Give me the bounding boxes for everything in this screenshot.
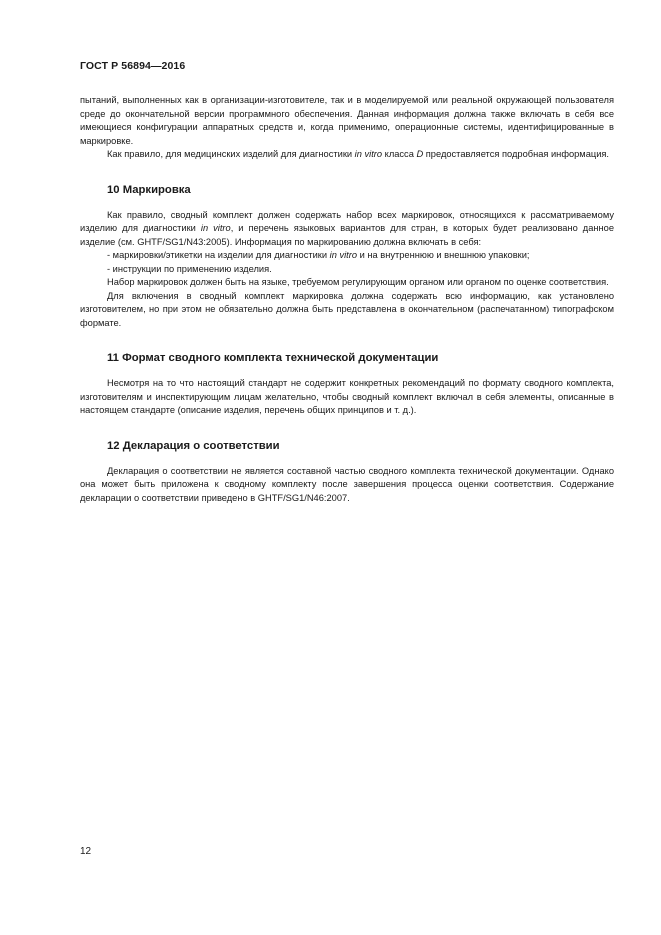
list-item [80, 249, 614, 263]
text-run: - маркировки/этикетки на изделии для диагностики [107, 250, 330, 260]
section-11-paragraph-1: Несмотря на то что настоящий стандарт не содержит конкретных рекомендаций по формату сводного комплекта, изготовителям и инспектирующим лицам желательно, чтобы сводный комплект включал в себя элементы, описанные в настоящем стандарте (описание изделия, перечень общих принципов и т. д.). [80, 378, 614, 415]
section-12-title: 12 Декларация о соответствии [107, 439, 280, 452]
text-run: и на внутреннюю и внешнюю упаковки; [357, 250, 530, 260]
section-12-paragraph-1: Декларация о соответствии не является составной частью сводного комплекта технической документации. Однако она может быть приложена к сводному комплекту после завершения процесса оценки соответствия. Содержание декларации о соответствии приведено в GHTF/SG1/N46:2007. [80, 465, 614, 503]
list-item: - инструкции по применению изделия. [107, 263, 272, 274]
section-10-title: 10 Маркировка [107, 183, 191, 196]
text-run: класса [382, 149, 417, 159]
italic-term: in vitro [200, 223, 231, 233]
text-run: Как правило, для медицинских изделий для диагностики [107, 149, 355, 159]
page-number: 12 [80, 846, 92, 857]
intro-paragraph-class-d [80, 148, 614, 162]
italic-term: in vitro [354, 149, 383, 159]
text-run: Как правило, сводный комплект должен содержать набор всех маркировок, относящихся к рассматриваемому изделию для диагностики [80, 209, 614, 233]
document-header: ГОСТ Р 56894—2016 [80, 60, 186, 72]
intro-paragraph-continued: пытаний, выполненных как в организации-изготовителе, так и в моделируемой или реальной окружающей пользователя среде до окончательной версии программного обеспечения. Данная информация должна также включать в себя все имеющиеся конфигурации аппаратных средств и, когда применимо, операционные системы, идентифицированные в маркировке. [80, 95, 614, 146]
section-10-paragraph-3: Для включения в сводный комплект маркировка должна содержать всю информацию, как установлено изготовителем, но при этом не обязательно должна быть представлена в окончательном (распечатанном) типографском формате. [80, 290, 614, 328]
section-10-paragraph-2: Набор маркировок должен быть на языке, требуемом регулирующим органом или органом по оценке соответствия. [107, 277, 609, 287]
italic-term: in vitro [329, 250, 358, 260]
page-content [80, 94, 614, 505]
section-10-paragraph-1 [80, 209, 614, 250]
italic-class: D [416, 149, 424, 159]
text-run: предоставляется подробная информация. [423, 149, 610, 159]
text-run: , и перечень языковых вариантов для стран, в которых будет реализовано данное изделие (см. GHTF/SG1/N43:2005). Информация по маркированию должна включать в себя: [80, 223, 614, 247]
section-11-title: 11 Формат сводного комплекта технической документации [107, 352, 439, 364]
